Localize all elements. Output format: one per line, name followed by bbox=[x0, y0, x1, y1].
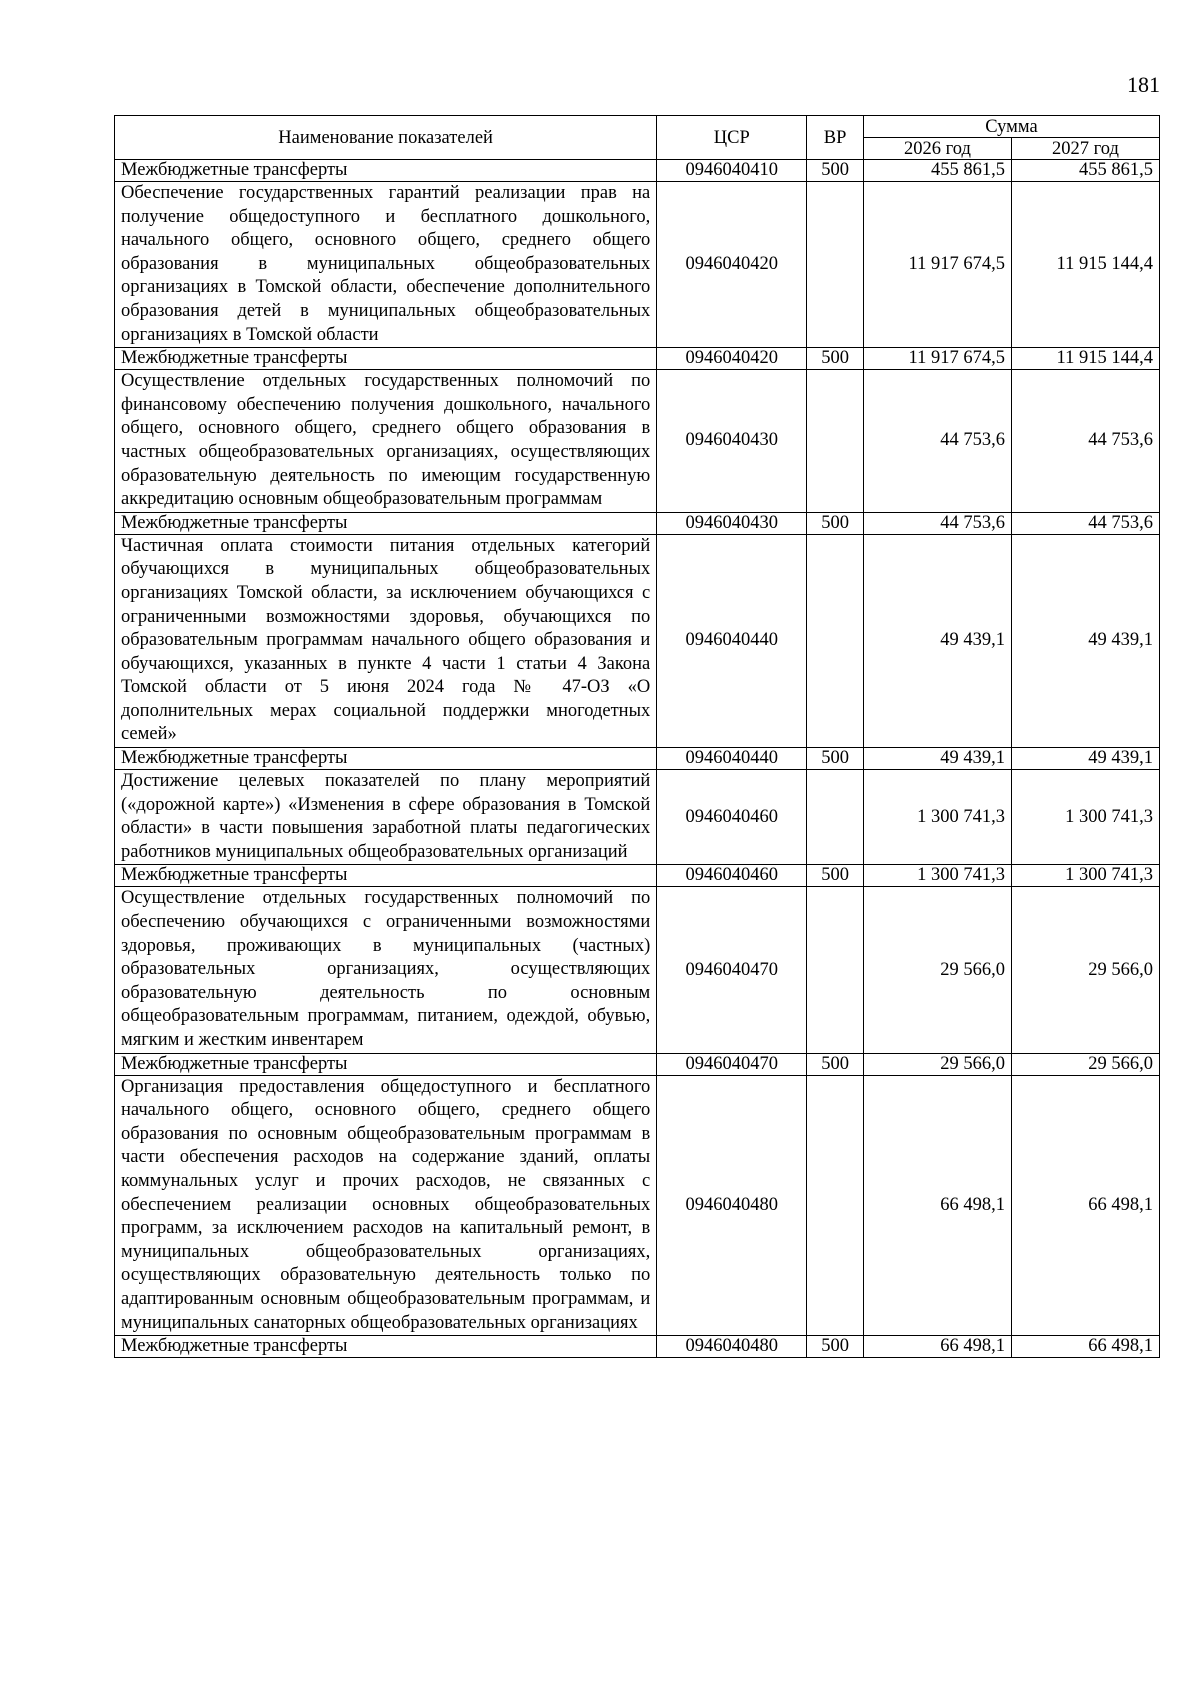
table-row bbox=[115, 534, 1160, 747]
row-vr: 500 bbox=[807, 1336, 864, 1358]
row-sum-2026: 1 300 741,3 bbox=[864, 770, 1012, 865]
row-sum-2026: 11 917 674,5 bbox=[864, 182, 1012, 348]
row-csr: 0946040420 bbox=[657, 182, 807, 348]
row-name: Достижение целевых показателей по плану мероприятий («дорожной карте») «Изменения в сфере образования в Томской области» в части повышения заработной платы педагогических работников муниципальных общеобразовательных организаций bbox=[115, 770, 657, 865]
row-vr: 500 bbox=[807, 865, 864, 887]
row-sum-2026: 66 498,1 bbox=[864, 1336, 1012, 1358]
row-name: Межбюджетные трансферты bbox=[115, 160, 657, 182]
row-csr: 0946040470 bbox=[657, 1053, 807, 1075]
table-row bbox=[115, 887, 1160, 1053]
row-vr bbox=[807, 1075, 864, 1336]
row-sum-2027: 66 498,1 bbox=[1011, 1336, 1159, 1358]
table-row bbox=[115, 370, 1160, 513]
row-sum-2026: 29 566,0 bbox=[864, 1053, 1012, 1075]
table-row bbox=[115, 1075, 1160, 1336]
row-name: Осуществление отдельных государственных полномочий по обеспечению обучающихся с ограниченными возможностями здоровья, проживающих в муниципальных (частных) образовательных организациях, осуществляющих образовательную деятельность по основным общеобразовательным программам, питанием, одеждой, обувью, мягким и жестким инвентарем bbox=[115, 887, 657, 1053]
row-sum-2027: 1 300 741,3 bbox=[1011, 770, 1159, 865]
row-sum-2027: 1 300 741,3 bbox=[1011, 865, 1159, 887]
row-csr: 0946040480 bbox=[657, 1336, 807, 1358]
row-sum-2027: 11 915 144,4 bbox=[1011, 348, 1159, 370]
row-sum-2027: 29 566,0 bbox=[1011, 887, 1159, 1053]
row-name: Межбюджетные трансферты bbox=[115, 512, 657, 534]
row-sum-2026: 66 498,1 bbox=[864, 1075, 1012, 1336]
row-sum-2026: 49 439,1 bbox=[864, 534, 1012, 747]
row-vr bbox=[807, 887, 864, 1053]
table-row bbox=[115, 160, 1160, 182]
header-year-2026: 2026 год bbox=[864, 138, 1012, 160]
table-row bbox=[115, 512, 1160, 534]
row-name: Межбюджетные трансферты bbox=[115, 348, 657, 370]
row-sum-2026: 49 439,1 bbox=[864, 748, 1012, 770]
row-sum-2026: 44 753,6 bbox=[864, 370, 1012, 513]
row-vr: 500 bbox=[807, 512, 864, 534]
row-sum-2026: 11 917 674,5 bbox=[864, 348, 1012, 370]
row-csr: 0946040430 bbox=[657, 370, 807, 513]
row-vr bbox=[807, 182, 864, 348]
row-sum-2027: 49 439,1 bbox=[1011, 534, 1159, 747]
row-csr: 0946040470 bbox=[657, 887, 807, 1053]
row-csr: 0946040460 bbox=[657, 865, 807, 887]
row-name: Межбюджетные трансферты bbox=[115, 865, 657, 887]
row-name: Обеспечение государственных гарантий реализации прав на получение общедоступного и бесплатного дошкольного, начального общего, основного общего, среднего общего образования в муниципальных общеобразовательных организациях в Томской области, обеспечение дополнительного образования детей в муниципальных общеобразовательных организациях в Томской области bbox=[115, 182, 657, 348]
table-row bbox=[115, 748, 1160, 770]
row-name: Межбюджетные трансферты bbox=[115, 1336, 657, 1358]
row-sum-2027: 11 915 144,4 bbox=[1011, 182, 1159, 348]
row-csr: 0946040440 bbox=[657, 748, 807, 770]
row-sum-2026: 29 566,0 bbox=[864, 887, 1012, 1053]
row-vr: 500 bbox=[807, 748, 864, 770]
budget-table bbox=[114, 115, 1160, 1358]
table-row bbox=[115, 1336, 1160, 1358]
row-name: Межбюджетные трансферты bbox=[115, 1053, 657, 1075]
row-sum-2027: 29 566,0 bbox=[1011, 1053, 1159, 1075]
header-sum: Сумма bbox=[864, 116, 1160, 138]
row-vr bbox=[807, 770, 864, 865]
header-name: Наименование показателей bbox=[115, 116, 657, 160]
row-sum-2026: 1 300 741,3 bbox=[864, 865, 1012, 887]
row-sum-2027: 44 753,6 bbox=[1011, 512, 1159, 534]
row-sum-2027: 44 753,6 bbox=[1011, 370, 1159, 513]
row-vr: 500 bbox=[807, 160, 864, 182]
table-row bbox=[115, 865, 1160, 887]
row-vr: 500 bbox=[807, 348, 864, 370]
table-row bbox=[115, 770, 1160, 865]
row-sum-2027: 66 498,1 bbox=[1011, 1075, 1159, 1336]
table-row bbox=[115, 348, 1160, 370]
row-vr: 500 bbox=[807, 1053, 864, 1075]
page-number: 181 bbox=[1127, 72, 1160, 97]
row-sum-2027: 455 861,5 bbox=[1011, 160, 1159, 182]
row-csr: 0946040420 bbox=[657, 348, 807, 370]
row-csr: 0946040480 bbox=[657, 1075, 807, 1336]
row-name: Организация предоставления общедоступного и бесплатного начального общего, основного общего, среднего общего образования по основным общеобразовательным программам в части обеспечения расходов на содержание зданий, оплаты коммунальных услуг и прочих расходов, не связанных с обеспечением реализации основных общеобразовательных программ, за исключением расходов на капитальный ремонт, в муниципальных общеобразовательных организациях, осуществляющих образовательную деятельность только по адаптированным основным общеобразовательным программам, и муниципальных санаторных общеобразовательных организациях bbox=[115, 1075, 657, 1336]
row-sum-2026: 455 861,5 bbox=[864, 160, 1012, 182]
row-csr: 0946040440 bbox=[657, 534, 807, 747]
row-vr bbox=[807, 370, 864, 513]
header-year-2027: 2027 год bbox=[1011, 138, 1159, 160]
table-row bbox=[115, 1053, 1160, 1075]
row-name: Осуществление отдельных государственных полномочий по финансовому обеспечению получения дошкольного, начального общего, основного общего, среднего общего образования в частных общеобразовательных организациях, осуществляющих образовательную деятельность по имеющим государственную аккредитацию основным общеобразовательным программам bbox=[115, 370, 657, 513]
row-sum-2027: 49 439,1 bbox=[1011, 748, 1159, 770]
row-csr: 0946040410 bbox=[657, 160, 807, 182]
row-name: Частичная оплата стоимости питания отдельных категорий обучающихся в муниципальных общеобразовательных организациях Томской области, за исключением обучающихся с ограниченными возможностями здоровья, обучающихся по образовательным программам начального общего образования и обучающихся, указанных в пункте 4 части 1 статьи 4 Закона Томской области от 5 июня 2024 года № 47-ОЗ «О дополнительных мерах социальной поддержки многодетных семей» bbox=[115, 534, 657, 747]
table-row bbox=[115, 182, 1160, 348]
header-csr: ЦСР bbox=[657, 116, 807, 160]
row-csr: 0946040430 bbox=[657, 512, 807, 534]
row-name: Межбюджетные трансферты bbox=[115, 748, 657, 770]
row-csr: 0946040460 bbox=[657, 770, 807, 865]
row-vr bbox=[807, 534, 864, 747]
row-sum-2026: 44 753,6 bbox=[864, 512, 1012, 534]
header-vr: ВР bbox=[807, 116, 864, 160]
